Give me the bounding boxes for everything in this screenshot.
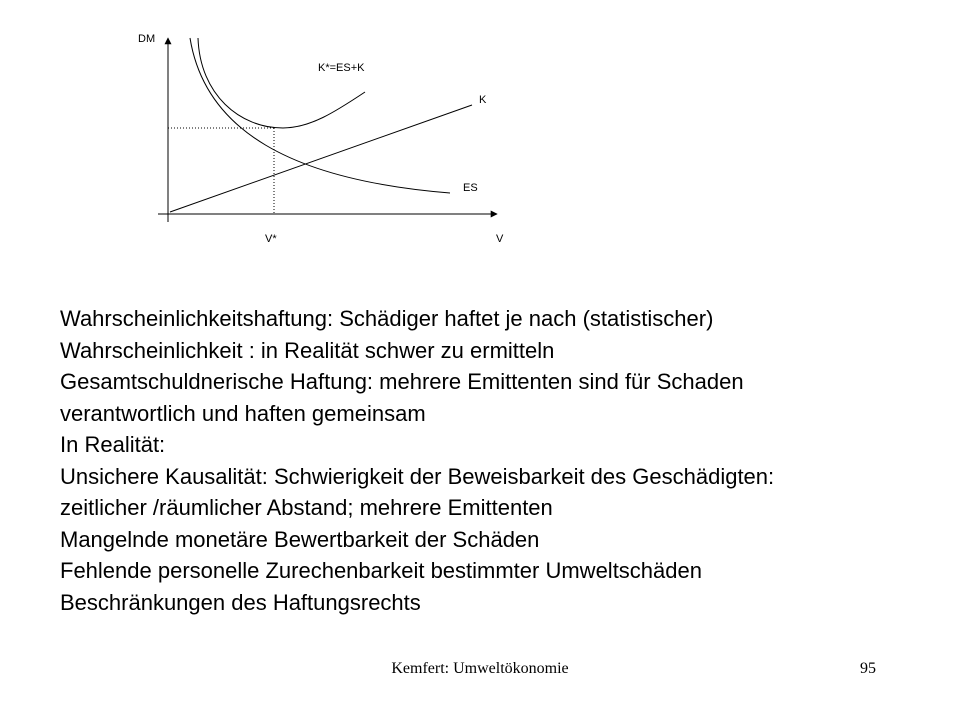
- text-line: Unsichere Kausalität: Schwierigkeit der Beweisbarkeit des Geschädigten:: [60, 463, 775, 489]
- x-axis-label: V: [496, 233, 504, 245]
- optimum-label: V*: [265, 233, 277, 245]
- text-line: verantwortlich und haften gemeinsam: [60, 400, 426, 426]
- cost-line-label: K: [479, 94, 487, 106]
- damage-curve-label: ES: [463, 182, 478, 194]
- text-line: In Realität:: [60, 432, 166, 457]
- cost-line-k: [170, 105, 472, 212]
- text-line: Beschränkungen des Haftungsrechts: [60, 589, 421, 615]
- total-cost-curve-label: K*=ES+K: [318, 62, 365, 74]
- cost-diagram: [0, 0, 960, 290]
- y-axis-label: DM: [138, 33, 156, 45]
- text-line: Wahrscheinlichkeitshaftung: Schädiger haftet je nach (statistischer): [60, 306, 714, 331]
- footer-author: Kemfert: Umweltökonomie: [391, 660, 569, 677]
- text-line: Wahrscheinlichkeit : in Realität schwer zu ermitteln: [60, 337, 555, 363]
- total-cost-curve: [198, 38, 365, 128]
- text-line: Gesamtschuldnerische Haftung: mehrere Emittenten sind für Schaden: [60, 369, 744, 394]
- text-line: Mangelnde monetäre Bewertbarkeit der Schäden: [60, 526, 540, 552]
- text-line: Fehlende personelle Zurechenbarkeit bestimmter Umweltschäden: [60, 558, 702, 583]
- text-line: zeitlicher /räumlicher Abstand; mehrere Emittenten: [60, 495, 553, 520]
- page-number: 95: [860, 660, 876, 677]
- slide-body-text: [60, 303, 950, 618]
